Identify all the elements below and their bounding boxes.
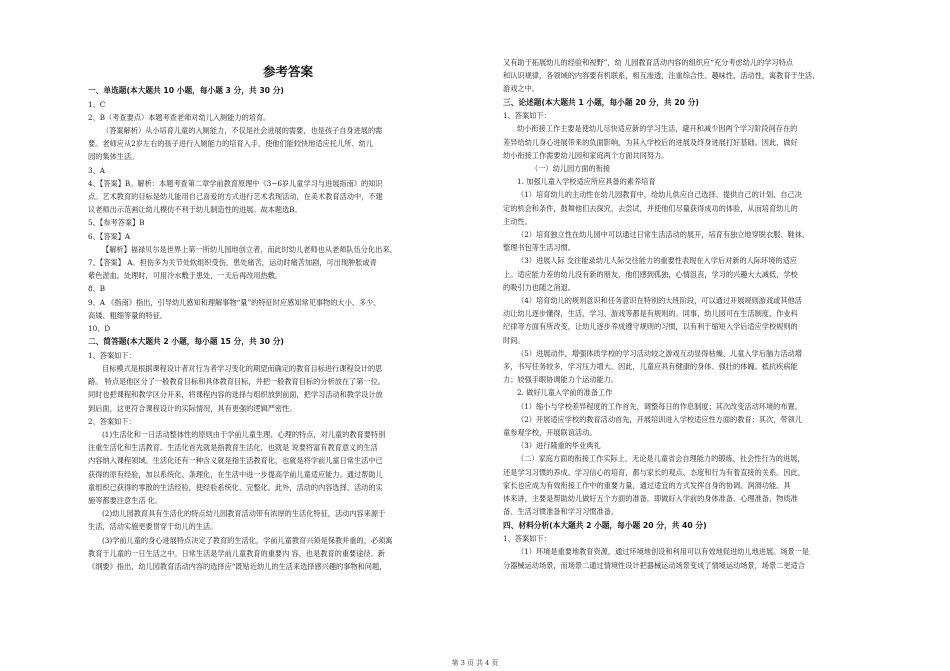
text-line: （1）缩小与学校差异程度的工作首先，调整每日的作息制度；其次改变活动环境的布置。 [517, 401, 802, 411]
text-line: 教育于儿童的一日生活之中。日常生活是学前儿童教育的重要内 容，也是教育的重要途径。新 [88, 548, 385, 558]
text-line: 动让幼儿逐步懂得，生活、学习、游戏等都是有规则的。同事，幼儿园可在生活制度、作业科 [503, 309, 798, 319]
section-heading: 四、材料分析(本大题共 2 小题，每小题 20 分，共 40 分) [503, 520, 707, 530]
text-line: （2）开展适应学校的教育活动首先，开展培训进入学校适应性方面的教育；其次，带领儿 [517, 414, 802, 424]
text-line: 1、答案如下： [88, 350, 136, 360]
text-line: 上。适应能力差的幼儿没有新的朋友，他们感到孤独，心情沮丧，学习的兴趣大大减低，学校 [503, 269, 798, 279]
left-column [88, 56, 488, 573]
text-line: 同时也把课程和教学区分开来，将课程内容的选择与组织放到前面，把学习活动和教学设计放 [88, 390, 383, 400]
text-line: 又有助于拓展幼儿的经验和视野”，幼 儿园教育活动内容的组织应“充分考虑幼儿的学习特点 [503, 58, 793, 67]
text-line: 施等都要注意生活 化。 [88, 496, 163, 506]
right-column [503, 56, 903, 572]
text-line: 纪律等方面有所改变，让幼儿逐步养成遵守规则的习惯，以有利于缩短入学后适应学校规则的 [503, 322, 798, 332]
section-heading: 三、论述题(本大题共 1 小题，每小题 20 分，共 20 分) [503, 97, 699, 107]
text-line: 1、答案如下： [503, 534, 551, 544]
text-line: 点。艺术教育的目标是幼儿能用自己喜爱的方式进行艺术表现活动，在美术教育活动中，不建 [88, 192, 383, 202]
text-line: 幼小衔接工作需要幼儿园和家庭两个方面共同努力。 [503, 150, 669, 160]
text-line: 5、【参考答案】B [88, 218, 145, 228]
text-line: 整理书包等生活习惯。 [503, 243, 575, 253]
text-line: 10、D [88, 324, 111, 334]
text-line: 备、生活习惯准备和学习习惯准备。 [503, 507, 619, 517]
text-line: 紫色淤血。处理时，可用冷水敷于患处，一天后再改用热敷。 [88, 271, 283, 281]
text-line: 的吸引力也随之消退。 [503, 282, 575, 292]
text-line: 和认识规律，各领域的内容要有机联系，相互渗透，注重综合性、趣味性、活动性，寓教育于生活、 [503, 71, 820, 81]
text-line: 2. 做好儿童入学前的准备工作 [517, 388, 613, 398]
text-line: 童参观学校，开展联谊活动。 [503, 428, 597, 438]
text-line: 园的集体生活。 [88, 152, 139, 162]
text-line: (2)幼儿园教育具有生活化的特点幼儿园教育活动带有浓厚的生活化特征，活动内容来源于 [102, 509, 386, 519]
text-line: 4、【答案】B。解析：本题考查第二章学前教育原理中《3~6岁儿童学习与进展指南》的知识 [88, 178, 383, 188]
text-line: 还是学习习惯的养成、学习信心的培育，都与家长的观点、态度和行为有着直接的关系。因此， [503, 467, 805, 477]
text-line: (3)学前儿童的身心进展特点决定了教育的生活化，学前儿童教育兴须是保教并重的，必须寓 [102, 535, 393, 545]
text-line: 要。老师应从2岁左右的孩子进行入厕能力的培育入手，使他们能较快地适应托儿所、幼儿 [88, 139, 373, 149]
page-title: 参考答案 [262, 64, 313, 79]
text-line: （3）进展人际 交往能录幼儿人际交往能力的重要性表现在入学后对新的人际环境的适应 [517, 256, 797, 266]
text-line: （1）环境是重要地教育资源，通过环境地创设和利用可以有效地促进幼儿地进展。场景一是 [517, 547, 810, 557]
text-line: 7、【答案】 A。担伤多为关节处软组织受伤，患处痛苦，运动时痛苦加剧，可出现肿胀或青 [88, 258, 377, 268]
text-line: 目标模式是根据课程设计者对行为者学习变化的期望而确定的教育目标进行课程设计的思 [102, 364, 383, 374]
text-line: 2、答案如下： [88, 416, 136, 426]
text-line: 9、A 《指南》指出，引导幼儿感知和理解事物“量”的特征时应感知常见事物的大小、多少、 [88, 297, 381, 307]
text-line: （5）进展动作，增强体质学校的学习活动较之游戏互动显得枯燥，儿童入学后脑力活动增 [517, 348, 802, 358]
text-line: 获得的原有经验，加以系统化、条理化，在生活中进一步提高学前儿童适应能力。通过帮助儿 [88, 469, 383, 479]
text-line: 【解析】福禄贝尔是世界上第一所幼儿园地创立者，而此时幼儿老师也从老师队伍分化出来。 [102, 244, 397, 254]
text-line: 主动性。 [503, 216, 532, 226]
text-line: （4）培育幼儿的规则意识和任务意识在特别的大班阶段，可以通过开展规则游戏或其他活 [517, 296, 802, 306]
right-column-body [503, 56, 903, 572]
text-line: (1)生活化和一日活动整体性的原则由于学前儿童生理、心理的特点，对儿童的教育要特别 [102, 430, 386, 440]
text-line: 生活，活动实施更要贯穿于幼儿的生活。 [88, 522, 218, 532]
text-line: 家长也应成为有效衔接工作中的重要力量，通过适宜的方式发挥自身的协调、润滑功能。具 [503, 480, 791, 490]
text-line: 8、B [88, 284, 106, 294]
text-line: （2）培育独立性在幼儿园中可以通过日常生活活动的展开，培育有独立地穿脱衣服、鞋袜、 [517, 230, 810, 240]
text-line: （答案解析）从小培育儿童的入厕能力，不仅是社会进展的需要，也是孩子自身进展的需 [102, 126, 383, 135]
text-line: 3、A [88, 165, 105, 175]
text-line: 1. 加强儿童入学校适应所应具备的素养培育 [517, 177, 656, 187]
text-line: 多，书写任务较多，学习压力增大。因此，儿童应具有健康的身体、强壮的体魄。抵抗疾病能 [503, 362, 798, 372]
text-line: （1）培育幼儿的主动性在幼儿园教育中，给幼儿供应自己选择、提供自己的计划、自己决 [517, 190, 802, 200]
page-number-footer: 第 3 页 共 4 页 [451, 659, 499, 667]
section-heading: 二、简答题(本大题共 2 小题，每小题 15 分，共 30 分) [88, 337, 284, 347]
text-line: 高矮、粗细等量的特征。 [88, 310, 168, 320]
text-line: 童组织已获得的零散的生活经验，使经验系统化、完整化。此外，活动的内容选择、活动的实 [88, 482, 383, 492]
text-line: 游戏之中。 [503, 84, 539, 94]
text-line: （一）幼儿园方面的衔接 [531, 164, 611, 174]
text-line: 差异给幼儿身心进展带来的负面影响，为其入学校后的进展及终身进展打好基础。因此，做好 [503, 137, 798, 147]
text-line: 体来讲，主要是帮助幼儿做好五个方面的准备，即做好入学前的身体准备、心理准备、物质准 [503, 494, 798, 504]
text-line: 议老师出示范画让幼儿模仿不利于幼儿制造性的进展。故本题选B。 [88, 205, 302, 215]
text-line: 力；较强手眼协调能力个运动能力。 [503, 375, 619, 385]
text-line: 2、B（考查要点）本题考查老师对幼儿入厕能力的培育。 [88, 112, 271, 122]
text-line: 幼小衔接工作主要是使幼儿尽快适应新的学习生活，避开和减少因两个学习阶段间存在的 [517, 124, 798, 134]
text-line: 时间。 [503, 335, 525, 345]
text-line: 路。 特点是他区分了一般教育目标和具体教育目标，并把一般教育目标的分析放在了第一位。 [88, 377, 385, 387]
text-line: （二）家庭方面的衔接工作实际上，无论是儿童省会自理能力的锻炼、社会性行为的进展， [517, 454, 805, 464]
text-line: 《纲要》指出，幼儿园教育活动内容的选择应“既贴近幼儿的生活来选择感兴趣的事物和问题， [88, 562, 387, 572]
section-heading: 一、单选题(本大题共 10 小题，每小题 3 分，共 30 分) [88, 86, 284, 95]
text-line: 1、答案如下： [503, 111, 551, 121]
text-line: 1、C [88, 99, 106, 109]
left-column-body [88, 84, 488, 573]
text-line: （3）进行隆重的毕业典礼 [517, 441, 601, 451]
text-line: 6、【答案】A [88, 231, 131, 241]
text-line: 到后面，这更符合课程设计的实际情况，具有更强的逻辑严密性。 [88, 403, 297, 413]
text-line: 分器械运动场景，而场景二通过情境性设计把器械运动场景变成了情境运动场景，场景二更适合 [503, 560, 805, 570]
text-line: 注重生活化和生活教育。生活化首先就是指教育生活化，也就是 说要将富有教育意义的生活 [88, 443, 378, 453]
text-line: 内容纳入课程领域。生活化还有一种含义就是指生活教育化，也就是将学前儿童日常生活中已 [88, 456, 383, 466]
text-line: 定的机会和条件，鼓舞他们去探究、去尝试，并使他们尽量获得成功的体验，从而培育幼儿的 [503, 203, 798, 213]
